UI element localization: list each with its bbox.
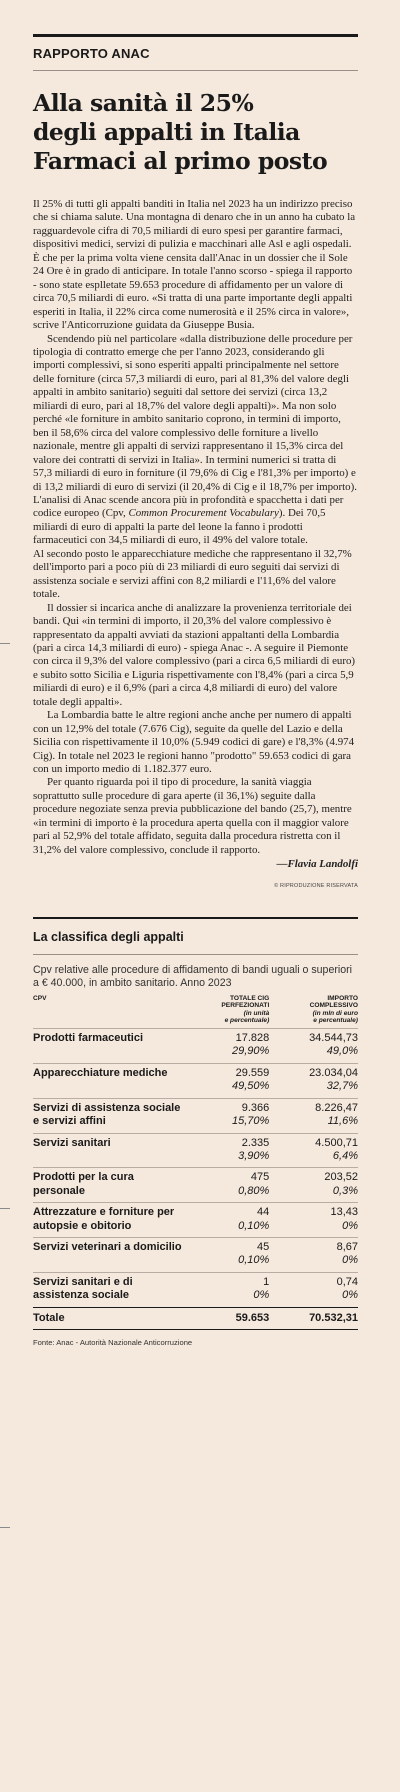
- paragraph: Il dossier si incarica anche di analizzare la provenienza territoriale dei bandi. Qui «in termini di importo, il 20,3% del valore complessivo è rappresentato da appalti avviati da stazioni appaltanti della Lombardia (pari a circa 14,3 miliardi di euro) - spiega Anac -. A seguire il Piemonte con circa il 9,3% del valore complessivo (pari a circa 6,5 miliardi di euro) e subito sotto Sicilia e Liguria rispettivamente con l'8,4% (pari a circa 5,9 miliardi di euro) e il 6,9% (pari a circa 4,8 miliardi di euro) del valore totale degli appalti».: [33, 601, 356, 708]
- col-header-sub-line: e percentuale): [224, 1017, 270, 1025]
- row-cig: [183, 1133, 270, 1168]
- row-cig: [183, 1063, 270, 1098]
- row-importo: [269, 1272, 358, 1307]
- importo-value: 203,52: [324, 1171, 358, 1184]
- cig-value: 45: [257, 1240, 270, 1253]
- row-importo: [269, 1063, 358, 1098]
- cig-percent: 0,80%: [238, 1184, 270, 1197]
- crop-mark: [0, 1527, 10, 1528]
- row-importo: [269, 1133, 358, 1168]
- col-header-sub-line: e percentuale): [313, 1017, 358, 1025]
- col-header-line: COMPLESSIVO: [309, 1002, 358, 1010]
- col-header-cpv: CPV: [33, 994, 47, 1002]
- ranking-table: [33, 995, 358, 1330]
- paragraph: Il 25% di tutti gli appalti banditi in Italia nel 2023 ha un indirizzo preciso che si chiama salute. Una montagna di denaro che in un anno ha cubato la ragguardevole cifra di 70,5 miliardi di euro spesi per garantire farmaci, dispositivi medici, servizi di pulizia e macchinari alle Asl e agli ospedali. È che per la prima volta viene censita dall'Anac in un dossier che il Sole 24 Ore è in grado di anticipare. In totale l'anno scorso - spiega il rapporto - sono state esplletate 59.653 procedure di affidamento per un valore di circa 70,5 miliardi di euro. «Si tratta di una parte importante degli appalti esperiti in Italia, il 22% circa come numerosità e il 25% circa in valore», scrive l'Anticorruzione guidata da Giuseppe Busia.: [33, 198, 356, 332]
- section-rule: [33, 70, 358, 71]
- importo-percent: 32,7%: [326, 1080, 358, 1093]
- row-cig: [183, 1029, 270, 1064]
- italic-term: Common Procurement Vocabulary: [128, 507, 279, 520]
- table-header: [33, 995, 358, 1029]
- cig-percent: 49,50%: [231, 1080, 270, 1093]
- paragraph-text: ). Dei 70,5 miliardi di euro di appalti la parte del leone la fanno i prodotti farmaceutici con 34,5 miliardi di euro, il 49% del valore totale.: [33, 507, 326, 547]
- row-importo: [269, 1029, 358, 1064]
- importo-value: 23.034,04: [309, 1066, 358, 1079]
- table-row: [33, 1272, 358, 1307]
- cig-percent: 0,10%: [238, 1254, 270, 1267]
- total-cig: 59.653: [183, 1307, 270, 1329]
- paragraph: Per quanto riguarda poi il tipo di procedure, la sanità viaggia soprattutto sulle procedure di gara aperte (il 36,1%) seguite dalla procedure negoziate senza previa pubblicazione del bando (25,7), mentre «in termini di importo è la procedura aperta quella con il maggior valore pari al 52,9% del totale affidato, seguita dalla procedura ristretta con il 31,2% del valore complessivo, conclude il rapporto.: [33, 776, 352, 856]
- importo-percent: 0%: [342, 1254, 358, 1267]
- total-row: [33, 1307, 358, 1329]
- table-row: [33, 1203, 358, 1238]
- importo-percent: 0%: [342, 1219, 358, 1232]
- total-importo: 70.532,31: [269, 1307, 358, 1329]
- importo-value: 8.226,47: [315, 1101, 358, 1114]
- col-header-line: PERFEZIONATI: [221, 1002, 270, 1010]
- box-subtitle: Cpv relative alle procedure di affidamento di bandi uguali o superiori a € 40.000, in ambito sanitario. Anno 2023: [33, 964, 352, 990]
- table-row: [33, 1237, 358, 1272]
- table-row: [33, 1168, 358, 1203]
- row-cig: [183, 1203, 270, 1238]
- cig-percent: 0%: [253, 1289, 270, 1302]
- copyright-notice: © RIPRODUZIONE RISERVATA: [274, 882, 358, 889]
- cig-value: 475: [250, 1171, 270, 1184]
- table-row: [33, 1029, 358, 1064]
- paragraph: Al secondo posto le apparecchiature mediche che rappresentano il 32,7% dell'importo pari a poco più di 23 miliardi di euro seguiti dai servizi di assistenza sociale e servizi affini con 8,2 miliardi e l'11,6% del valore totale.: [33, 547, 352, 601]
- byline: —Flavia Landolfi: [276, 858, 358, 871]
- row-importo: [269, 1168, 358, 1203]
- box-title: La classifica degli appalti: [33, 930, 184, 945]
- cig-value: 2.335: [241, 1136, 270, 1149]
- row-importo: [269, 1098, 358, 1133]
- col-header-importo: [269, 995, 358, 1029]
- importo-value: 0,74: [336, 1275, 358, 1288]
- box-title-rule: [33, 954, 358, 955]
- col-header-sub-line: (in mln di euro: [312, 1009, 358, 1017]
- row-importo: [269, 1203, 358, 1238]
- row-label: Servizi sanitari e di assistenza sociale: [33, 1272, 183, 1307]
- importo-percent: 0%: [342, 1289, 358, 1302]
- article-body: [33, 198, 358, 893]
- cig-value: 9.366: [241, 1101, 270, 1114]
- importo-percent: 11,6%: [327, 1115, 358, 1128]
- paragraph: La Lombardia batte le altre regioni anche anche per numero di appalti con un 12,9% del totale (7.676 Cig), seguite da quelle del Lazio e della Sicilia con rispettivamente il 10,0% (5.949 codici di gare) e l'8,3% (4.974 Cig). In totale nel 2023 le regioni hanno "prodotto" 59.653 codici di gara con un importo medio di 1.182.377 euro.: [33, 709, 355, 776]
- cig-percent: 29,90%: [231, 1045, 270, 1058]
- col-header-cig: [183, 995, 270, 1029]
- section-tag: RAPPORTO ANAC: [33, 46, 150, 61]
- paragraph-text: Scendendo più nel particolare «dalla distribuzione delle procedure per tipologia di contratto emerge che per l'anno 2023, considerando gli importi complessivi, si sono esperiti appalti principalmente nel settore delle forniture (circa 57,3 miliardi di euro, pari al 81,3% del valore degli appalti in ambito sanitario) seguiti dal settore dei servizi (circa 13,2 miliardi di euro, pari al 18,7% del valore degli appalti)». Ma non solo perché «le forniture in ambito sanitario coprono, in termini di importo, ben il 58,6% circa del valore complessivo delle forniture a livello nazionale, mentre gli appalti di servizi rappresentano il 15,3% circa del valore dei contratti di servizi in Italia». In termini numerici si tratta di 57,3 miliardi di euro in forniture (il 79,6% di Cig e l'81,3% per importo) e di 13,2 miliardi di euro di servizi (il 20,4% di Cig e il 18,7% per importo). L'analisi di Anac scende ancora più in profondità e spacchetta i dati per codice europeo (Cpv,: [33, 332, 357, 520]
- importo-value: 34.544,73: [309, 1032, 358, 1045]
- row-label: Servizi sanitari: [33, 1133, 183, 1168]
- row-label: Prodotti per la cura personale: [33, 1168, 183, 1203]
- importo-value: 8,67: [336, 1240, 358, 1253]
- cig-percent: 3,90%: [238, 1149, 270, 1162]
- cig-value: 17.828: [235, 1032, 270, 1045]
- table-row: [33, 1133, 358, 1168]
- cig-percent: 0,10%: [238, 1219, 270, 1232]
- row-label: Servizi di assistenza sociale e servizi affini: [33, 1098, 183, 1133]
- cig-value: 29.559: [235, 1066, 270, 1079]
- headline-line: Farmaci al primo posto: [33, 147, 328, 175]
- table-row: [33, 1098, 358, 1133]
- row-cig: [183, 1168, 270, 1203]
- cig-value: 44: [257, 1206, 270, 1219]
- importo-percent: 0,3%: [332, 1184, 358, 1197]
- col-header-sub: [269, 1010, 358, 1025]
- importo-percent: 6,4%: [332, 1149, 358, 1162]
- crop-mark: [0, 643, 10, 644]
- importo-value: 4.500,71: [315, 1136, 358, 1149]
- importo-percent: 49,0%: [326, 1045, 358, 1058]
- row-label: Servizi veterinari a domicilio: [33, 1237, 183, 1272]
- headline-line: degli appalti in Italia: [33, 118, 300, 146]
- row-label: Attrezzature e forniture per autopsie e obitorio: [33, 1203, 183, 1238]
- source-note: Fonte: Anac - Autorità Nazionale Anticorruzione: [33, 1337, 193, 1347]
- total-label: Totale: [33, 1307, 183, 1329]
- row-cig: [183, 1237, 270, 1272]
- paragraph: [33, 333, 358, 548]
- col-header-line: TOTALE CIG: [229, 994, 270, 1002]
- importo-value: 13,43: [330, 1206, 358, 1219]
- row-label: Prodotti farmaceutici: [33, 1029, 183, 1064]
- col-header-sub-line: (in unità: [243, 1009, 270, 1017]
- article-page: [33, 0, 358, 1347]
- row-importo: [269, 1237, 358, 1272]
- col-header-sub: [183, 1010, 270, 1025]
- cig-value: 1: [263, 1275, 270, 1288]
- row-cig: [183, 1272, 270, 1307]
- cig-percent: 15,70%: [231, 1115, 270, 1128]
- col-header-line: IMPORTO: [327, 994, 358, 1002]
- headline: [33, 89, 358, 176]
- row-cig: [183, 1098, 270, 1133]
- crop-mark: [0, 1208, 10, 1209]
- row-label: Apparecchiature mediche: [33, 1063, 183, 1098]
- table-row: [33, 1063, 358, 1098]
- headline-line: Alla sanità il 25%: [33, 89, 254, 117]
